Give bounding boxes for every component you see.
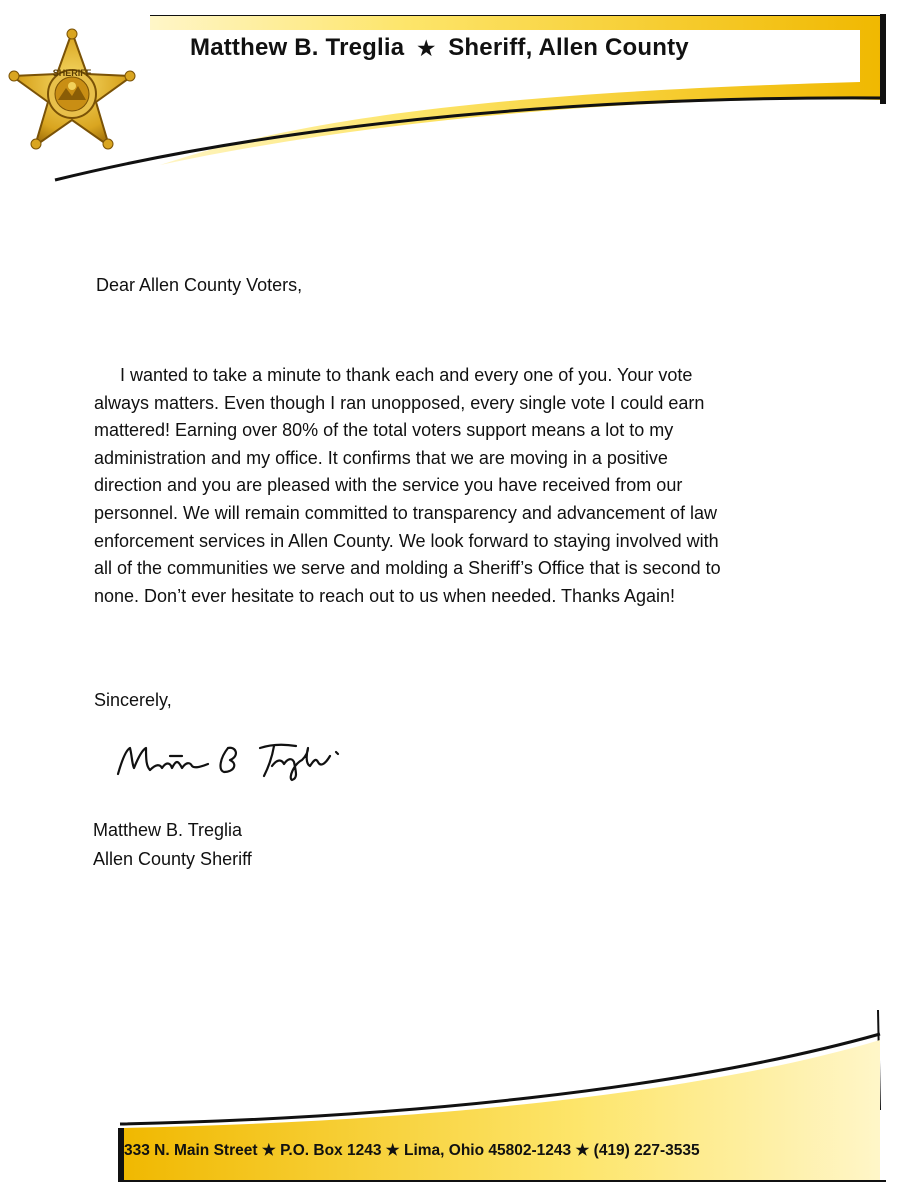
- header-title: [190, 34, 880, 62]
- footer-contact: [124, 1141, 700, 1160]
- body-line: administration and my office. It confirms that we are moving in a positive: [94, 447, 668, 468]
- letter-body: [94, 362, 754, 610]
- body-line: all of the communities we serve and molding a Sheriff’s Office that is second to: [94, 558, 721, 579]
- star-icon: ★: [575, 1142, 590, 1159]
- signature: [112, 738, 352, 782]
- body-line: always matters. Even though I ran unopposed, every single vote I could earn: [94, 392, 705, 413]
- signer-name: Matthew B. Treglia: [93, 820, 243, 840]
- body-line: I wanted to take a minute to thank each and every one of you. Your vote: [120, 365, 693, 385]
- sheriff-star-badge-icon: [8, 28, 136, 156]
- footer-city: Lima, Ohio 45802-1243: [403, 1142, 572, 1159]
- signer-title: Allen County Sheriff: [93, 849, 252, 869]
- body-line: none. Don’t ever hesitate to reach out to us when needed. Thanks Again!: [94, 585, 676, 606]
- body-line: mattered! Earning over 80% of the total voters support means a lot to my: [94, 420, 674, 441]
- star-icon: ★: [261, 1142, 276, 1159]
- footer-po-box: P.O. Box 1243: [280, 1142, 382, 1159]
- salutation: Dear Allen County Voters,: [96, 275, 303, 295]
- star-icon: ★: [385, 1142, 400, 1159]
- header-name: Matthew B. Treglia: [190, 34, 405, 61]
- closing: Sincerely,: [94, 690, 172, 710]
- footer-address: 333 N. Main Street: [124, 1142, 258, 1159]
- footer-band: [0, 1010, 905, 1200]
- header-office: Sheriff, Allen County: [448, 34, 689, 61]
- body-line: direction and you are pleased with the service you have received from our: [94, 475, 683, 496]
- badge-label: SHERIFF: [52, 68, 92, 78]
- star-icon: ★: [417, 38, 436, 60]
- footer-phone: (419) 227-3535: [593, 1142, 700, 1159]
- body-line: enforcement services in Allen County. We look forward to staying involved with: [94, 530, 719, 551]
- body-line: personnel. We will remain committed to transparency and advancement of law: [94, 502, 717, 523]
